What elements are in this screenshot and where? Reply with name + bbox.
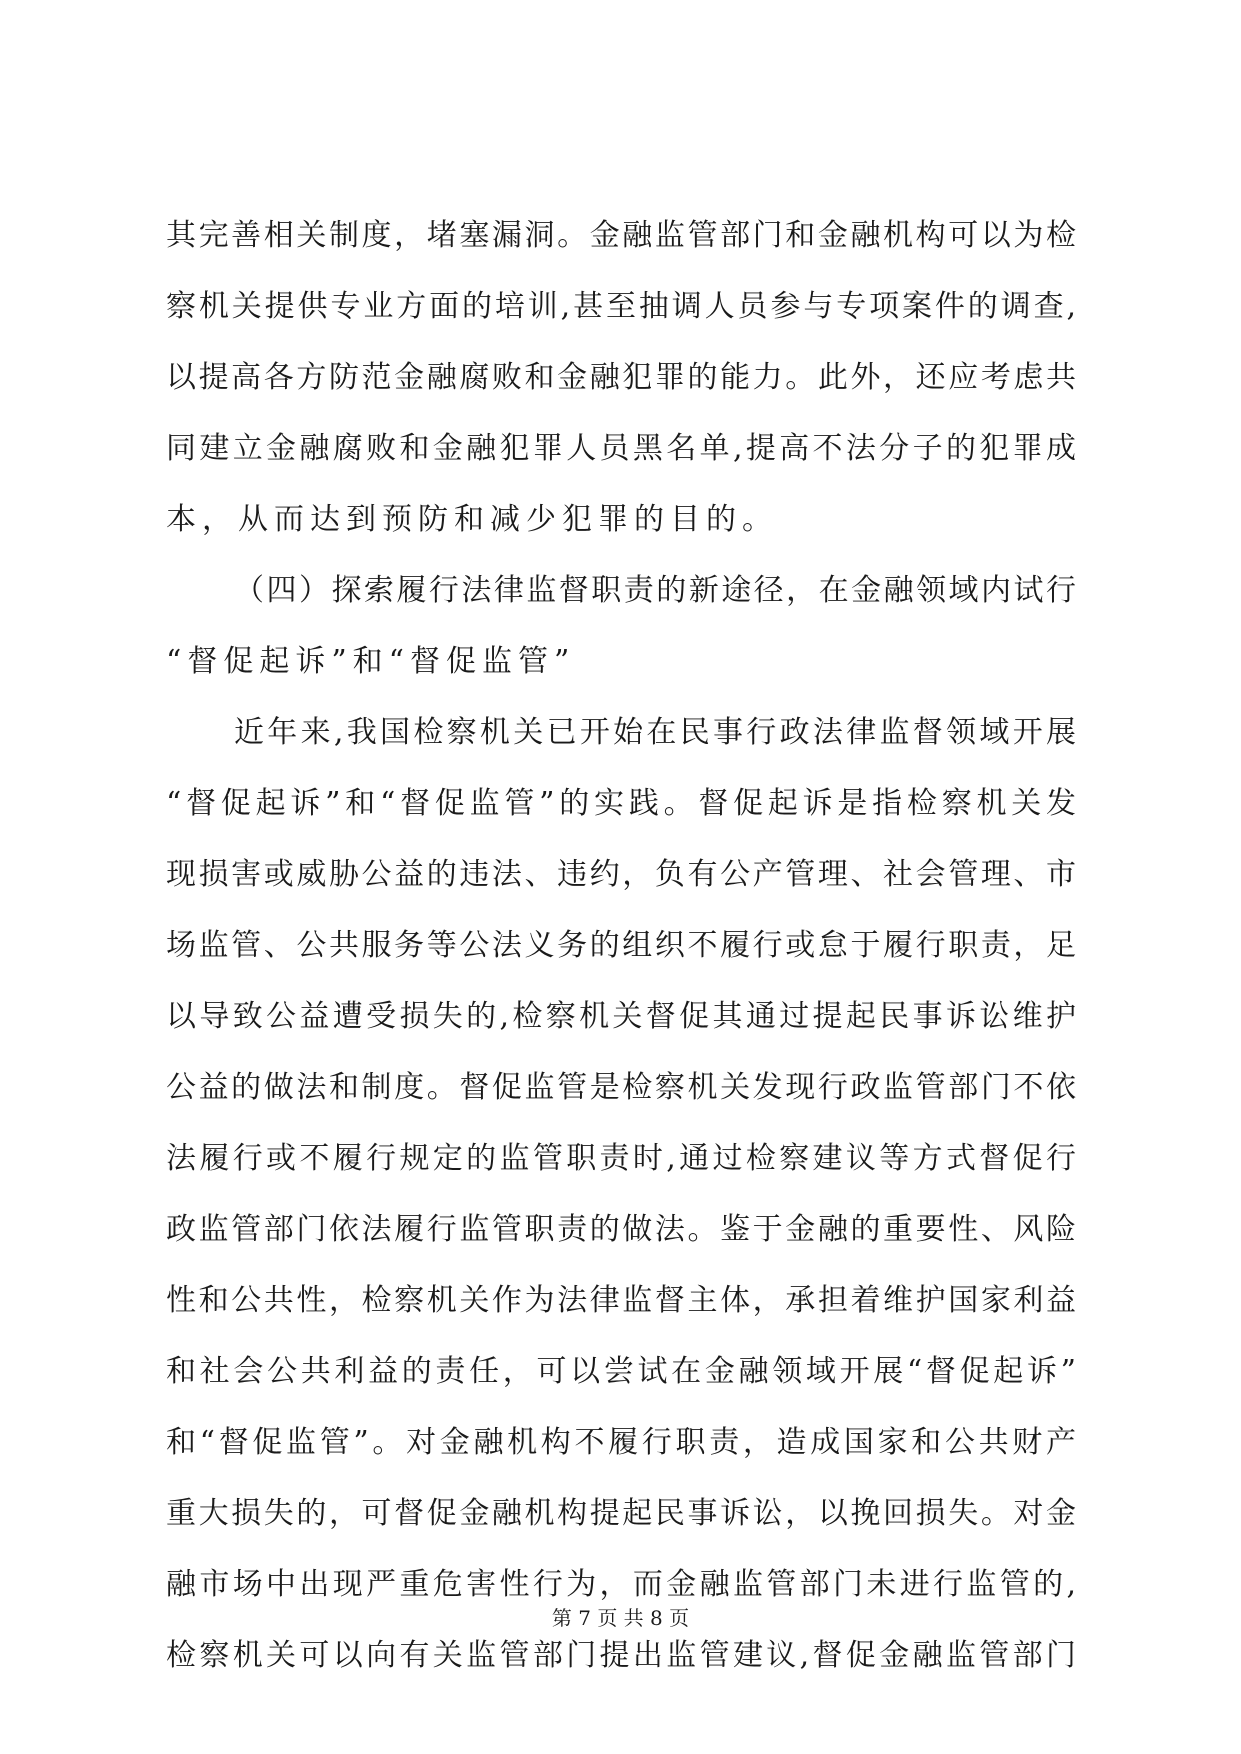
text-line: 现损害或威胁公益的违法、违约，负有公产管理、社会管理、市 [166,857,1076,892]
text-line: “督促起诉”和“督促监管”的实践。督促起诉是指检察机关发 [166,786,1076,821]
text-line: 法履行或不履行规定的监管职责时,通过检察建议等方式督促行 [166,1141,1076,1176]
text-line: 和社会公共利益的责任，可以尝试在金融领域开展“督促起诉” [166,1354,1076,1389]
text-line: 检察机关可以向有关监管部门提出监管建议,督促金融监管部门 [166,1638,1076,1673]
text-line: 重大损失的，可督促金融机构提起民事诉讼，以挽回损失。对金 [166,1496,1076,1531]
text-line: 同建立金融腐败和金融犯罪人员黑名单,提高不法分子的犯罪成 [166,431,1076,466]
text-line: 政监管部门依法履行监管职责的做法。鉴于金融的重要性、风险 [166,1212,1076,1247]
text-line: 其完善相关制度，堵塞漏洞。金融监管部门和金融机构可以为检 [166,218,1076,253]
text-line: 公益的做法和制度。督促监管是检察机关发现行政监管部门不依 [166,1070,1076,1105]
text-line: 性和公共性，检察机关作为法律监督主体，承担着维护国家利益 [166,1283,1076,1318]
section-heading: （四）探索履行法律监督职责的新途径，在金融领域内试行 [234,573,1076,608]
text-line: 察机关提供专业方面的培训,甚至抽调人员参与专项案件的调查, [166,289,1076,324]
text-line: 本，从而达到预防和减少犯罪的目的。 [166,502,778,537]
text-line: 以提高各方防范金融腐败和金融犯罪的能力。此外，还应考虑共 [166,360,1076,395]
section-heading-continued: “督促起诉”和“督促监管” [166,644,576,679]
text-line: 融市场中出现严重危害性行为，而金融监管部门未进行监管的, [166,1567,1076,1602]
paragraph-first-line: 近年来,我国检察机关已开始在民事行政法律监督领域开展 [234,715,1076,750]
page-number-footer: 第 7 页 共 8 页 [551,1606,690,1630]
text-line: 和“督促监管”。对金融机构不履行职责，造成国家和公共财产 [166,1425,1076,1460]
text-line: 场监管、公共服务等公法义务的组织不履行或怠于履行职责，足 [166,928,1076,963]
text-line: 以导致公益遭受损失的,检察机关督促其通过提起民事诉讼维护 [166,999,1076,1034]
